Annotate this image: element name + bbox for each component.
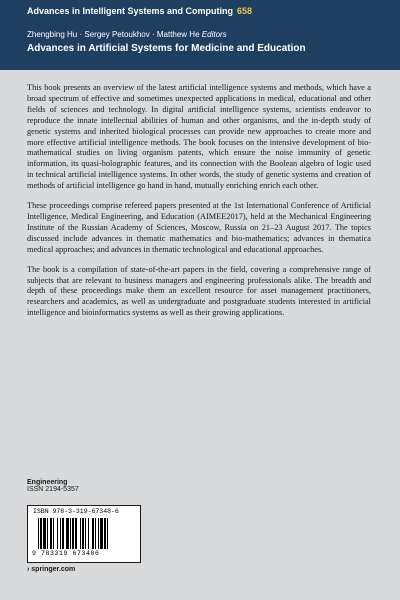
blurb <box>27 83 371 328</box>
barcode-bar <box>50 518 52 549</box>
cover-header-band <box>0 0 400 70</box>
barcode-bar <box>43 518 46 549</box>
barcode-bar <box>47 518 48 549</box>
barcode-bars <box>38 518 130 549</box>
barcode-bar <box>104 518 106 549</box>
barcode-bar <box>40 518 42 549</box>
barcode-bar <box>62 518 64 549</box>
series-volume: 658 <box>237 6 253 16</box>
book-title: Advances in Artificial Systems for Medicine and Education <box>27 43 306 54</box>
barcode-bar <box>72 518 74 549</box>
barcode-bar <box>80 518 81 549</box>
barcode-bar <box>75 518 77 549</box>
subject-category: Engineering <box>27 479 68 486</box>
barcode-bar <box>57 518 58 549</box>
barcode-bar <box>98 518 99 549</box>
barcode-bar <box>95 518 96 549</box>
barcode-bar <box>92 518 94 549</box>
barcode-bar <box>38 518 39 549</box>
isbn-label: ISBN 978-3-319-67348-6 <box>33 508 119 515</box>
barcode-bar <box>88 518 89 549</box>
blurb-paragraph: The book is a compilation of state-of-the-art papers in the field, covering a comprehensive range of subjects that are relevant to business managers and engineering professionals alike. The breadth and depth of these proceedings make them an excellent resource for asset management practitioners, researchers and academics, as well as undergraduate and postgraduate students interested in artificial intelligence and bioinformatics systems as well as their growing applications. <box>27 264 371 318</box>
series-title <box>27 6 252 16</box>
series-name: Advances in Intelligent Systems and Computing <box>27 6 234 16</box>
barcode-bar <box>100 518 103 549</box>
blurb-paragraph: These proceedings comprise refereed papers presented at the 1st International Conference of Artificial Intelligence, Medical Engineering, and Education (AIMEE2017), held at the Mechanical Engineering Institute of the Russian Academy of Sciences, Moscow, Russia on 21–23 August 2017. The topics discussed include advances in thematic mathematics and bio-mathematics; advances in thematica medical approaches; and advances in thematic technological and educational approaches. <box>27 201 371 254</box>
editor-names: Zhengbing Hu · Sergey Petoukhov · Matthew He <box>27 30 200 39</box>
editors-role: Editors <box>201 30 227 39</box>
editors-line <box>27 30 227 39</box>
barcode-bar <box>107 518 108 549</box>
issn: ISSN 2194-5357 <box>27 486 79 493</box>
barcode-bar <box>70 518 71 549</box>
footer-info <box>27 479 79 493</box>
barcode-bar <box>53 518 54 549</box>
barcode <box>27 505 141 563</box>
barcode-bar <box>66 518 69 549</box>
barcode-bar <box>85 518 86 549</box>
barcode-number: 9 783319 673486 <box>32 550 100 557</box>
publisher-url: › springer.com <box>27 566 76 573</box>
blurb-paragraph: This book presents an overview of the latest artificial intelligence systems and methods, which have a broad spectrum of effective and sometimes unexpected applications in medical, educational and other fields of sciences and technology. In digital artificial intelligence systems, scientists endeavor to reproduce the innate intellectual abilities of human and other organisms, and the in-depth study of genetic systems and inherited biological processes can provide new approaches to create more and more effective artificial intelligence methods. The book focuses on the intensive development of bio-mathematical studies on living organism patents, which ensure the noise immunity of genetic information, its quasi-holographic features, and its connection with the Boolean algebra of logic used in technical artificial intelligence systems. In other words, the study of genetic systems and creation of methods of artificial intelligence go hand in hand, mutually enriching enrich each other. <box>27 83 371 191</box>
barcode-bar <box>82 518 84 549</box>
barcode-bar <box>60 518 61 549</box>
